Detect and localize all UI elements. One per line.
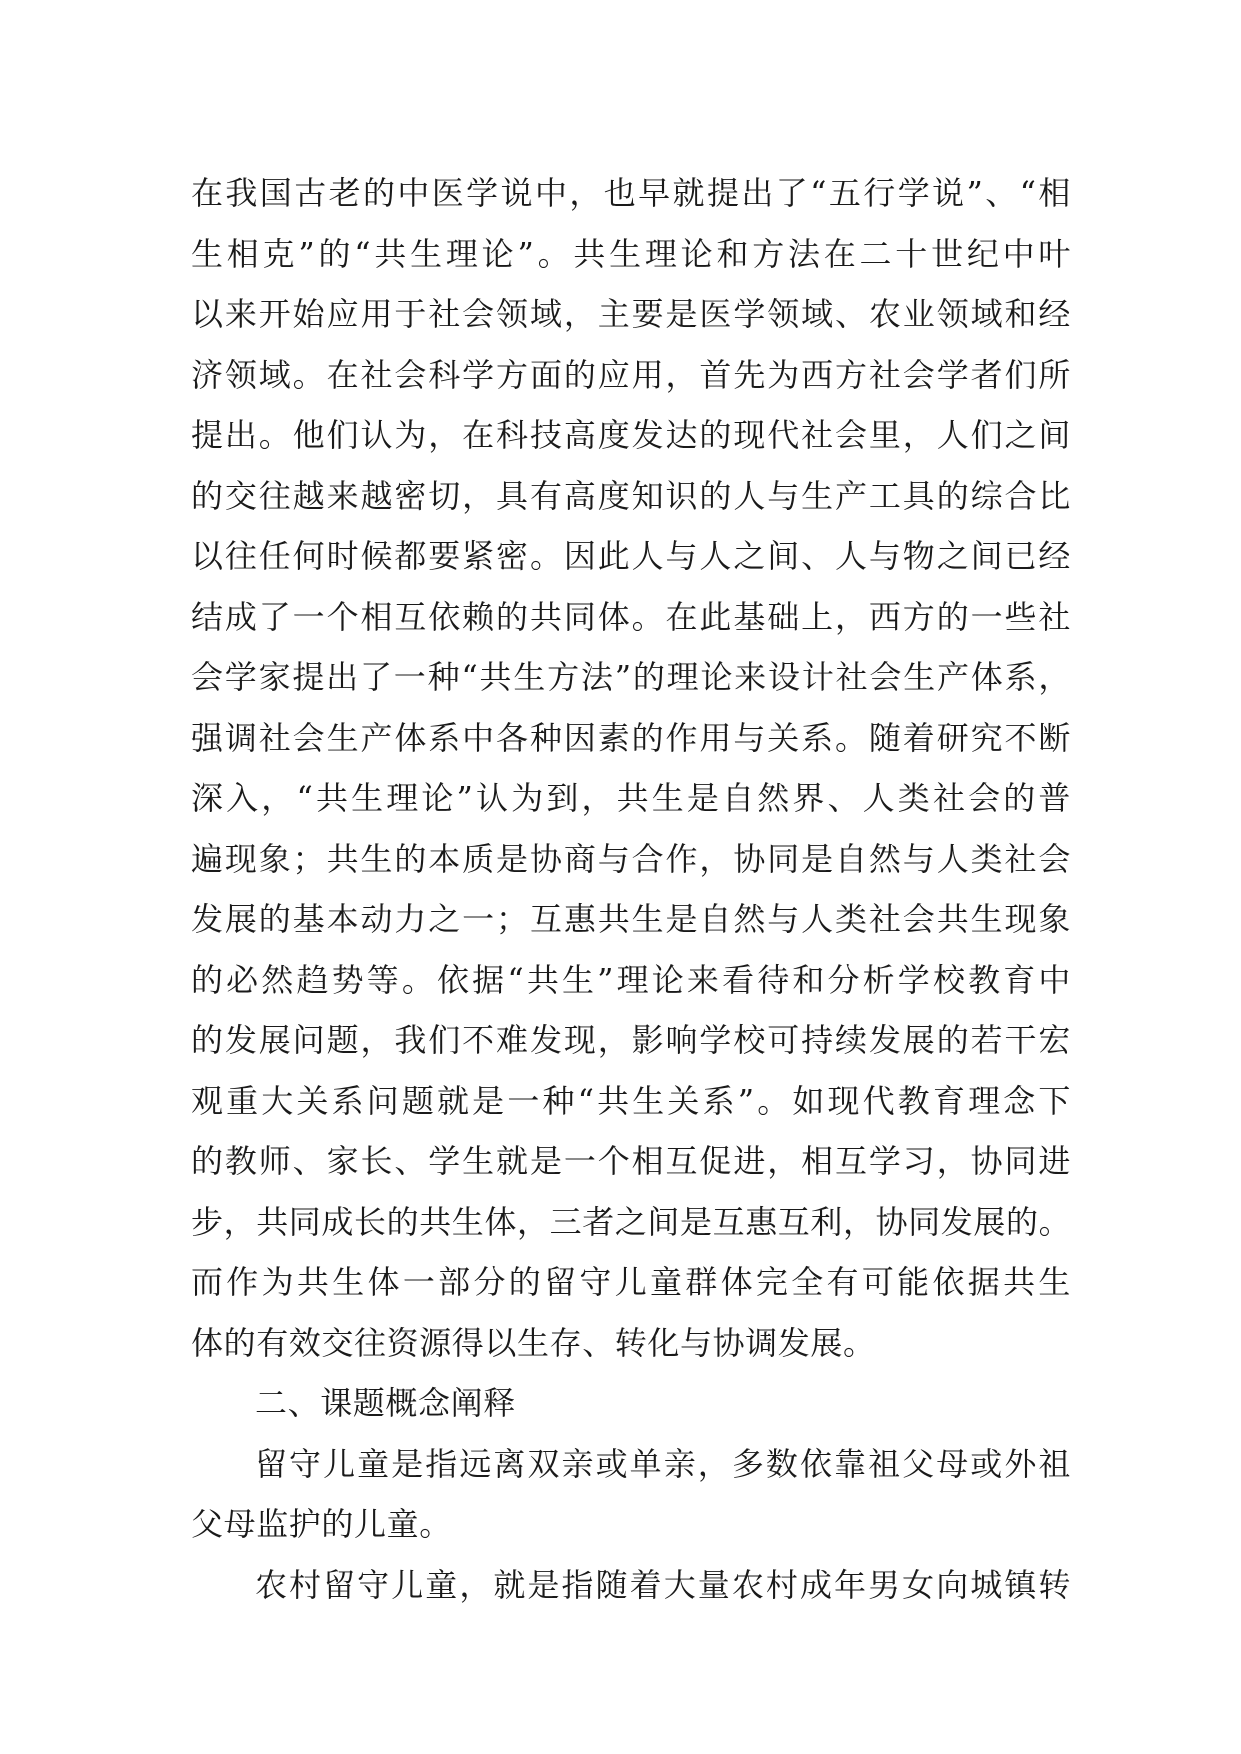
text-line: 父母监护的儿童。 [191,1505,452,1543]
paragraph-rural-left-behind-children [191,1555,1071,1616]
text-line: 会学家提出了一种“共生方法”的理论来设计社会生产体系， [191,658,1071,696]
text-line: 济领域。在社会科学方面的应用，首先为西方社会学者们所 [191,355,1071,394]
text-line: 的必然趋势等。依据“共生”理论来看待和分析学校教育中 [191,960,1071,999]
text-line: 提出。他们认为，在科技高度发达的现代社会里，人们之间 [191,416,1071,454]
paragraph-symbiosis-theory [191,163,1071,1373]
text-line: 农村留守儿童，就是指随着大量农村成年男女向城镇转 [255,1565,1071,1604]
text-line: 强调社会生产体系中各种因素的作用与关系。随着研究不断 [191,718,1071,757]
text-line: 留守儿童是指远离双亲或单亲，多数依靠祖父母或外祖 [255,1444,1071,1483]
text-line: 而作为共生体一部分的留守儿童群体完全有可能依据共生 [191,1263,1071,1301]
paragraph-left-behind-children-definition [191,1434,1071,1555]
text-line: 步，共同成长的共生体，三者之间是互惠互利，协同发展的。 [191,1202,1072,1241]
text-line: 遍现象；共生的本质是协商与合作，协同是自然与人类社会 [191,839,1071,878]
text-line: 观重大关系问题就是一种“共生关系”。如现代教育理念下 [191,1081,1071,1120]
text-line: 以来开始应用于社会领域，主要是医学领域、农业领域和经 [191,295,1071,333]
text-line: 体的有效交往资源得以生存、转化与协调发展。 [191,1323,876,1362]
text-line: 结成了一个相互依赖的共同体。在此基础上，西方的一些社 [191,597,1071,636]
text-line: 以往任何时候都要紧密。因此人与人之间、人与物之间已经 [191,537,1071,575]
text-line: 生相克”的“共生理论”。共生理论和方法在二十世纪中叶 [191,234,1071,273]
text-line: 在我国古老的中医学说中，也早就提出了“五行学说”、“相 [191,174,1071,212]
section-heading: 二、课题概念阐释 [255,1384,516,1422]
text-line: 的教师、家长、学生就是一个相互促进，相互学习，协同进 [191,1142,1071,1180]
text-line: 的交往越来越密切，具有高度知识的人与生产工具的综合比 [191,476,1071,515]
text-line: 的发展问题，我们不难发现，影响学校可持续发展的若干宏 [191,1021,1071,1059]
text-line: 深入，“共生理论”认为到，共生是自然界、人类社会的普 [191,779,1071,817]
text-line: 发展的基本动力之一；互惠共生是自然与人类社会共生现象 [191,900,1071,938]
document-body [191,163,1071,1615]
